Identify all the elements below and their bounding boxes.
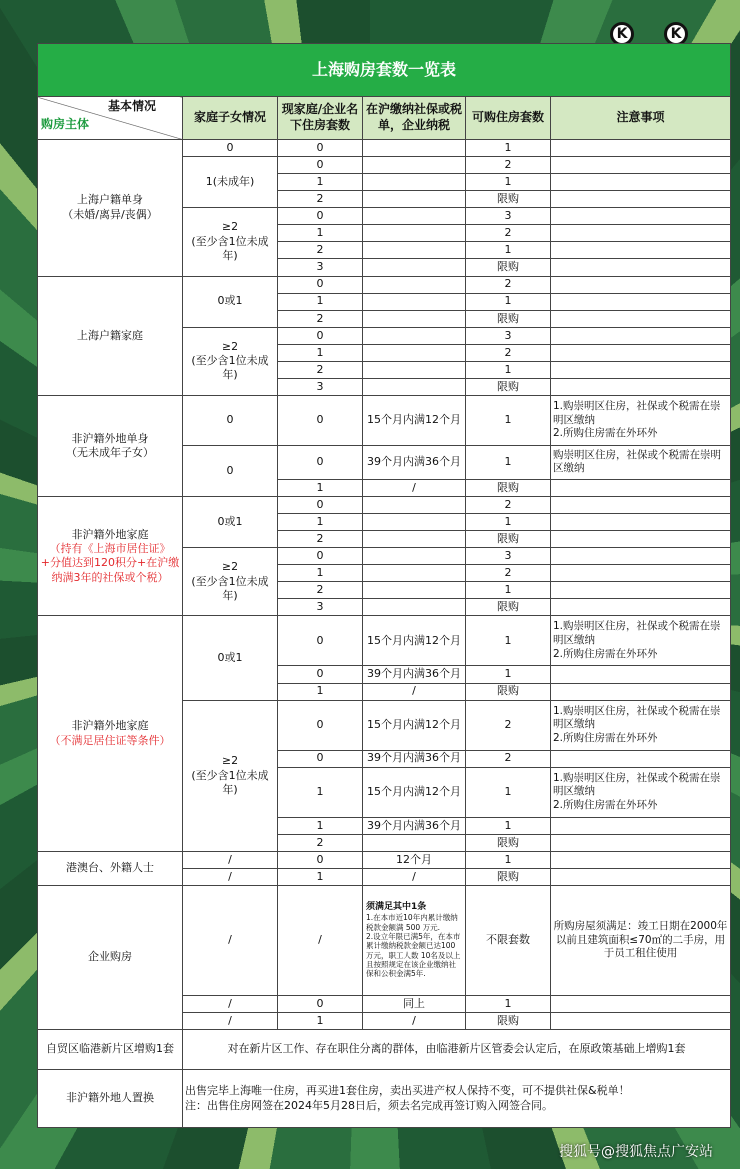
cell: 0 bbox=[183, 395, 278, 445]
group-sh-family: 上海户籍家庭 bbox=[38, 276, 183, 395]
header-notes: 注意事项 bbox=[551, 97, 731, 140]
cell: 3 bbox=[466, 548, 551, 565]
cell: 1 bbox=[278, 817, 363, 834]
cell bbox=[363, 276, 466, 293]
cell bbox=[363, 548, 466, 565]
cell: / bbox=[363, 479, 466, 496]
cell bbox=[363, 582, 466, 599]
cell bbox=[363, 531, 466, 548]
cell: 2 bbox=[278, 582, 363, 599]
cell bbox=[363, 174, 466, 191]
cell: 限购 bbox=[466, 683, 551, 700]
cell bbox=[363, 327, 466, 344]
cell: 1 bbox=[466, 851, 551, 868]
cell bbox=[551, 750, 731, 767]
cell: 0 bbox=[278, 395, 363, 445]
cell bbox=[363, 293, 466, 310]
cell bbox=[551, 582, 731, 599]
cell: 1 bbox=[466, 767, 551, 817]
cell: / bbox=[278, 885, 363, 995]
cell: 39个月内满36个月 bbox=[363, 666, 466, 683]
cell: 0 bbox=[278, 497, 363, 514]
cell: 15个月内满12个月 bbox=[363, 395, 466, 445]
cell: 2 bbox=[466, 700, 551, 750]
group-nonlocal-family-qualified: 非沪籍外地家庭 （持有《上海市居住证》+分值达到120积分+在沪缴纳满3年的社保或个税） bbox=[38, 497, 183, 616]
cell: 2 bbox=[278, 361, 363, 378]
note-cell: 1.购崇明区住房，社保或个税需在崇明区缴纳 2.所购住房需在外环外 bbox=[551, 616, 731, 666]
cell bbox=[363, 157, 466, 174]
cell: 2 bbox=[466, 276, 551, 293]
cell bbox=[363, 565, 466, 582]
housing-quota-table bbox=[37, 43, 731, 1128]
cell bbox=[551, 344, 731, 361]
cell: 15个月内满12个月 bbox=[363, 700, 466, 750]
cell: 1 bbox=[466, 140, 551, 157]
children-cell: 0或1 bbox=[183, 276, 278, 327]
cell bbox=[363, 225, 466, 242]
cell bbox=[363, 514, 466, 531]
cell: 限购 bbox=[466, 310, 551, 327]
cell bbox=[551, 310, 731, 327]
cell: 1 bbox=[278, 344, 363, 361]
cell: 0 bbox=[278, 851, 363, 868]
cell: 1 bbox=[466, 817, 551, 834]
cell: 1 bbox=[466, 293, 551, 310]
cell: 0 bbox=[278, 208, 363, 225]
cell bbox=[551, 565, 731, 582]
cell: 0 bbox=[278, 157, 363, 174]
cell: 不限套数 bbox=[466, 885, 551, 995]
table-row bbox=[38, 395, 731, 445]
cell: 1 bbox=[466, 616, 551, 666]
cell: 39个月内满36个月 bbox=[363, 817, 466, 834]
group-enterprise: 企业购房 bbox=[38, 885, 183, 1029]
cell bbox=[363, 834, 466, 851]
cell: 1 bbox=[466, 445, 551, 479]
cell: 2 bbox=[278, 242, 363, 259]
cell bbox=[363, 242, 466, 259]
diagonal-header-cell bbox=[38, 97, 183, 140]
enterprise-conditions: 须满足其中1条 1.在本市近10年内累计缴纳税款金额满 500 万元. 2.设立年限已满5年，在本市累计缴纳税款金额已达100 万元，职工人数 10名及以上且按照规定在该企业缴纳社保和公积金满5年. bbox=[363, 885, 466, 995]
cell: 1 bbox=[466, 395, 551, 445]
cell bbox=[551, 1012, 731, 1029]
cell: 同上 bbox=[363, 995, 466, 1012]
header-buyer: 购房主体 bbox=[41, 117, 90, 132]
group-sh-single: 上海户籍单身 （未婚/离异/丧偶） bbox=[38, 140, 183, 277]
header-children: 家庭子女情况 bbox=[183, 97, 278, 140]
table-row bbox=[38, 885, 731, 995]
table-row bbox=[38, 616, 731, 666]
cell bbox=[551, 479, 731, 496]
cell: 1 bbox=[278, 225, 363, 242]
cell: / bbox=[183, 885, 278, 995]
cell bbox=[551, 140, 731, 157]
cell: 限购 bbox=[466, 259, 551, 276]
watermark: 搜狐号@搜狐焦点广安站 bbox=[559, 1144, 713, 1160]
cell: 3 bbox=[278, 599, 363, 616]
cell bbox=[551, 683, 731, 700]
circle-logo-icon: K bbox=[610, 22, 634, 46]
cell bbox=[363, 378, 466, 395]
cell bbox=[551, 548, 731, 565]
cell: 1 bbox=[278, 174, 363, 191]
cell bbox=[551, 191, 731, 208]
cell: 0 bbox=[278, 327, 363, 344]
cell: / bbox=[363, 1012, 466, 1029]
cell bbox=[363, 361, 466, 378]
cell: / bbox=[363, 868, 466, 885]
table-row bbox=[38, 497, 731, 514]
cell bbox=[363, 497, 466, 514]
cell: 0 bbox=[278, 700, 363, 750]
cell bbox=[551, 851, 731, 868]
cell bbox=[551, 361, 731, 378]
cell bbox=[363, 191, 466, 208]
cell bbox=[551, 225, 731, 242]
note-cell: 购崇明区住房，社保或个税需在崇明区缴纳 bbox=[551, 445, 731, 479]
group-nonlocal-single: 非沪籍外地单身 （无未成年子女） bbox=[38, 395, 183, 496]
table-row bbox=[38, 851, 731, 868]
cell bbox=[551, 242, 731, 259]
cell: 2 bbox=[278, 191, 363, 208]
header-tax: 在沪缴纳社保或税单，企业纳税 bbox=[363, 97, 466, 140]
cell bbox=[551, 531, 731, 548]
cell: / bbox=[183, 868, 278, 885]
cell: 0 bbox=[278, 548, 363, 565]
table-row bbox=[38, 1030, 731, 1070]
cell bbox=[551, 327, 731, 344]
cell bbox=[363, 140, 466, 157]
cell bbox=[551, 834, 731, 851]
cell bbox=[551, 514, 731, 531]
group-hk-foreign: 港澳台、外籍人士 bbox=[38, 851, 183, 885]
cell: 2 bbox=[466, 225, 551, 242]
cell: 1 bbox=[278, 767, 363, 817]
cell bbox=[551, 868, 731, 885]
children-cell: ≥2 (至少含1位未成年) bbox=[183, 700, 278, 851]
note-cell: 所购房屋须满足：竣工日期在2000年以前且建筑面积≤70㎡的二手房，用于员工租住使用 bbox=[551, 885, 731, 995]
note-cell: 1.购崇明区住房，社保或个税需在崇明区缴纳 2.所购住房需在外环外 bbox=[551, 767, 731, 817]
cell: 2 bbox=[466, 497, 551, 514]
cell: 1 bbox=[466, 242, 551, 259]
cell bbox=[363, 599, 466, 616]
cell: 2 bbox=[466, 344, 551, 361]
cell: 1 bbox=[278, 514, 363, 531]
cell bbox=[551, 817, 731, 834]
cell bbox=[551, 599, 731, 616]
cell: 1 bbox=[278, 479, 363, 496]
note-cell: 1.购崇明区住房，社保或个税需在崇明区缴纳 2.所购住房需在外环外 bbox=[551, 700, 731, 750]
cell bbox=[551, 666, 731, 683]
cell: 0 bbox=[278, 616, 363, 666]
cell bbox=[551, 208, 731, 225]
cell: 1 bbox=[278, 1012, 363, 1029]
cell: 1 bbox=[466, 174, 551, 191]
cell bbox=[551, 259, 731, 276]
cell: 3 bbox=[466, 208, 551, 225]
cell: / bbox=[363, 683, 466, 700]
children-cell: 0或1 bbox=[183, 497, 278, 548]
header-basic: 基本情况 bbox=[107, 99, 156, 113]
cell: 限购 bbox=[466, 191, 551, 208]
cell: 2 bbox=[278, 310, 363, 327]
cell bbox=[363, 208, 466, 225]
cell: 39个月内满36个月 bbox=[363, 445, 466, 479]
note-cell: 1.购崇明区住房，社保或个税需在崇明区缴纳 2.所购住房需在外环外 bbox=[551, 395, 731, 445]
cell: 限购 bbox=[466, 378, 551, 395]
group-replacement: 非沪籍外地人置换 bbox=[38, 1070, 183, 1128]
cell bbox=[551, 293, 731, 310]
cell: 0 bbox=[278, 276, 363, 293]
cell: 1 bbox=[278, 683, 363, 700]
cell: 0 bbox=[278, 140, 363, 157]
children-cell: ≥2 (至少含1位未成年) bbox=[183, 548, 278, 616]
page-title: 上海购房套数一览表 bbox=[38, 44, 731, 97]
cell: / bbox=[183, 995, 278, 1012]
cell: 39个月内满36个月 bbox=[363, 750, 466, 767]
cell: 1 bbox=[466, 361, 551, 378]
cell bbox=[363, 310, 466, 327]
group-nonlocal-family-unqualified: 非沪籍外地家庭 （不满足居住证等条件） bbox=[38, 616, 183, 851]
cell bbox=[363, 259, 466, 276]
cell: 0 bbox=[278, 750, 363, 767]
cell bbox=[551, 157, 731, 174]
children-cell: 1(未成年) bbox=[183, 157, 278, 208]
cell: 1 bbox=[466, 995, 551, 1012]
cell: 3 bbox=[278, 378, 363, 395]
group-lingang: 自贸区临港新片区增购1套 bbox=[38, 1030, 183, 1070]
cell bbox=[363, 344, 466, 361]
cell: 0 bbox=[278, 445, 363, 479]
cell: 0 bbox=[183, 445, 278, 496]
cell bbox=[551, 995, 731, 1012]
cell: 1 bbox=[278, 565, 363, 582]
cell: 2 bbox=[466, 750, 551, 767]
cell: 1 bbox=[278, 868, 363, 885]
cell: 1 bbox=[466, 666, 551, 683]
cell bbox=[551, 174, 731, 191]
cell: 限购 bbox=[466, 868, 551, 885]
cell: 15个月内满12个月 bbox=[363, 767, 466, 817]
cell: 2 bbox=[466, 157, 551, 174]
cell: / bbox=[183, 851, 278, 868]
circle-logo-icon: K bbox=[664, 22, 688, 46]
cell: 1 bbox=[466, 514, 551, 531]
cell: 限购 bbox=[466, 1012, 551, 1029]
children-cell: ≥2 (至少含1位未成年) bbox=[183, 327, 278, 395]
cell: 0 bbox=[278, 666, 363, 683]
cell: 3 bbox=[278, 259, 363, 276]
table-row bbox=[38, 140, 731, 157]
cell: 15个月内满12个月 bbox=[363, 616, 466, 666]
header-allowed: 可购住房套数 bbox=[466, 97, 551, 140]
cell: 限购 bbox=[466, 599, 551, 616]
lingang-text: 对在新片区工作、存在职住分离的群体，由临港新片区管委会认定后，在原政策基础上增购1套 bbox=[183, 1030, 731, 1070]
cell: 3 bbox=[466, 327, 551, 344]
cell: 限购 bbox=[466, 479, 551, 496]
cell bbox=[551, 497, 731, 514]
children-cell: ≥2 (至少含1位未成年) bbox=[183, 208, 278, 276]
children-cell: 0或1 bbox=[183, 616, 278, 700]
cell: 限购 bbox=[466, 834, 551, 851]
table-row bbox=[38, 276, 731, 293]
cell: 限购 bbox=[466, 531, 551, 548]
cell: 1 bbox=[278, 293, 363, 310]
cell: 1 bbox=[466, 582, 551, 599]
cell: 2 bbox=[278, 834, 363, 851]
cell: 12个月 bbox=[363, 851, 466, 868]
replacement-text: 出售完毕上海唯一住房，再买进1套住房，卖出买进产权人保持不变，可不提供社保&税单！ 注：出售住房网签在2024年5月28日后，须去名完成再签订购入网签合同。 bbox=[183, 1070, 731, 1128]
cell: / bbox=[183, 1012, 278, 1029]
cell: 0 bbox=[278, 995, 363, 1012]
cell: 0 bbox=[183, 140, 278, 157]
cell bbox=[551, 276, 731, 293]
header-current: 现家庭/企业名下住房套数 bbox=[278, 97, 363, 140]
cell: 2 bbox=[278, 531, 363, 548]
cell: 2 bbox=[466, 565, 551, 582]
table-row bbox=[38, 1070, 731, 1128]
cell bbox=[551, 378, 731, 395]
